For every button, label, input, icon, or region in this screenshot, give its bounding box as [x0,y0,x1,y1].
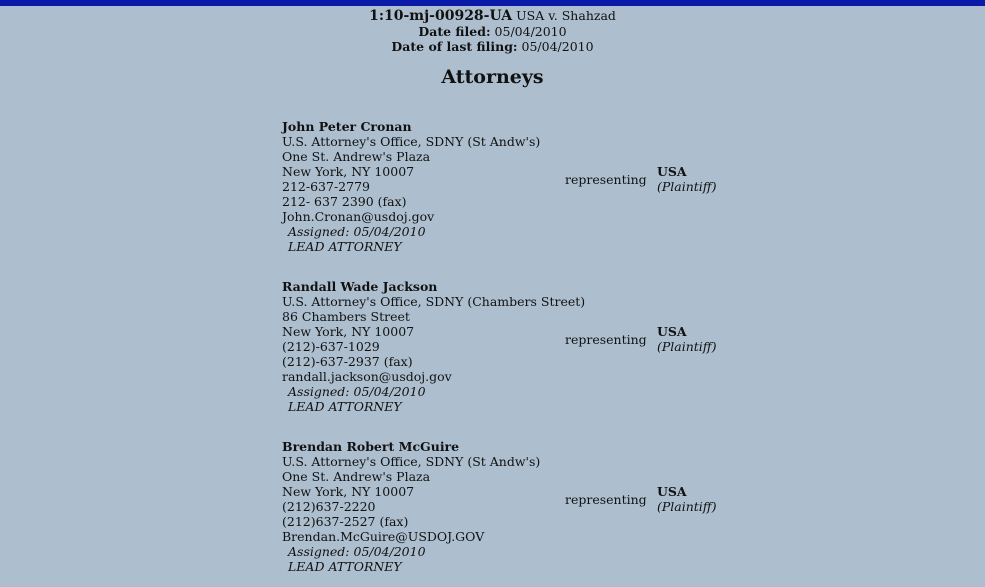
attorney-lead: LEAD ATTORNEY [288,559,402,574]
attorney-info [282,119,552,254]
party-info [657,324,717,354]
date-filed-value: 05/04/2010 [494,24,567,39]
attorney-assigned: Assigned: 05/04/2010 [288,384,426,399]
party-role: (Plaintiff) [657,339,717,354]
party-info [657,164,717,194]
attorney-city: New York, NY 10007 [282,164,415,179]
attorney-city: New York, NY 10007 [282,324,415,339]
attorney-office: U.S. Attorney's Office, SDNY (St Andw's) [282,134,541,149]
attorney-fax: (212)-637-2937 (fax) [282,354,413,369]
party-name: USA [657,484,687,499]
attorney-office: U.S. Attorney's Office, SDNY (Chambers Street) [282,294,586,309]
attorney-email: John.Cronan@usdoj.gov [282,209,435,224]
case-number: 1:10-mj-00928-UA [369,8,513,24]
top-bar [0,0,985,6]
party-role: (Plaintiff) [657,179,717,194]
attorney-email: randall.jackson@usdoj.gov [282,369,452,384]
attorney-address: One St. Andrew's Plaza [282,149,431,164]
representing-label: representing [565,332,647,347]
last-filing-label: Date of last filing: [391,39,518,54]
attorney-office: U.S. Attorney's Office, SDNY (St Andw's) [282,454,541,469]
party-name: USA [657,324,687,339]
party-info [657,484,717,514]
date-filed-line [0,24,985,39]
attorney-address: 86 Chambers Street [282,309,410,324]
attorney-assigned: Assigned: 05/04/2010 [288,544,426,559]
representing-label: representing [565,492,647,507]
attorney-email: Brendan.McGuire@USDOJ.GOV [282,529,485,544]
case-header [0,8,985,54]
representing-label: representing [565,172,647,187]
attorney-info [282,439,552,574]
last-filing-line [0,39,985,54]
last-filing-value: 05/04/2010 [521,39,594,54]
attorney-city: New York, NY 10007 [282,484,415,499]
attorney-name: Randall Wade Jackson [282,279,438,294]
attorney-name: John Peter Cronan [282,119,412,134]
attorney-info [282,279,586,414]
party-role: (Plaintiff) [657,499,717,514]
attorney-name: Brendan Robert McGuire [282,439,460,454]
attorney-address: One St. Andrew's Plaza [282,469,431,484]
case-title: USA v. Shahzad [516,8,616,23]
attorney-phone: 212-637-2779 [282,179,370,194]
date-filed-label: Date filed: [418,24,491,39]
case-line [0,8,985,24]
section-title: Attorneys [441,66,544,88]
attorney-lead: LEAD ATTORNEY [288,239,402,254]
attorney-fax: (212)637-2527 (fax) [282,514,409,529]
attorney-phone: (212)637-2220 [282,499,376,514]
attorney-phone: (212)-637-1029 [282,339,380,354]
attorney-lead: LEAD ATTORNEY [288,399,402,414]
attorney-fax: 212- 637 2390 (fax) [282,194,407,209]
attorney-assigned: Assigned: 05/04/2010 [288,224,426,239]
party-name: USA [657,164,687,179]
